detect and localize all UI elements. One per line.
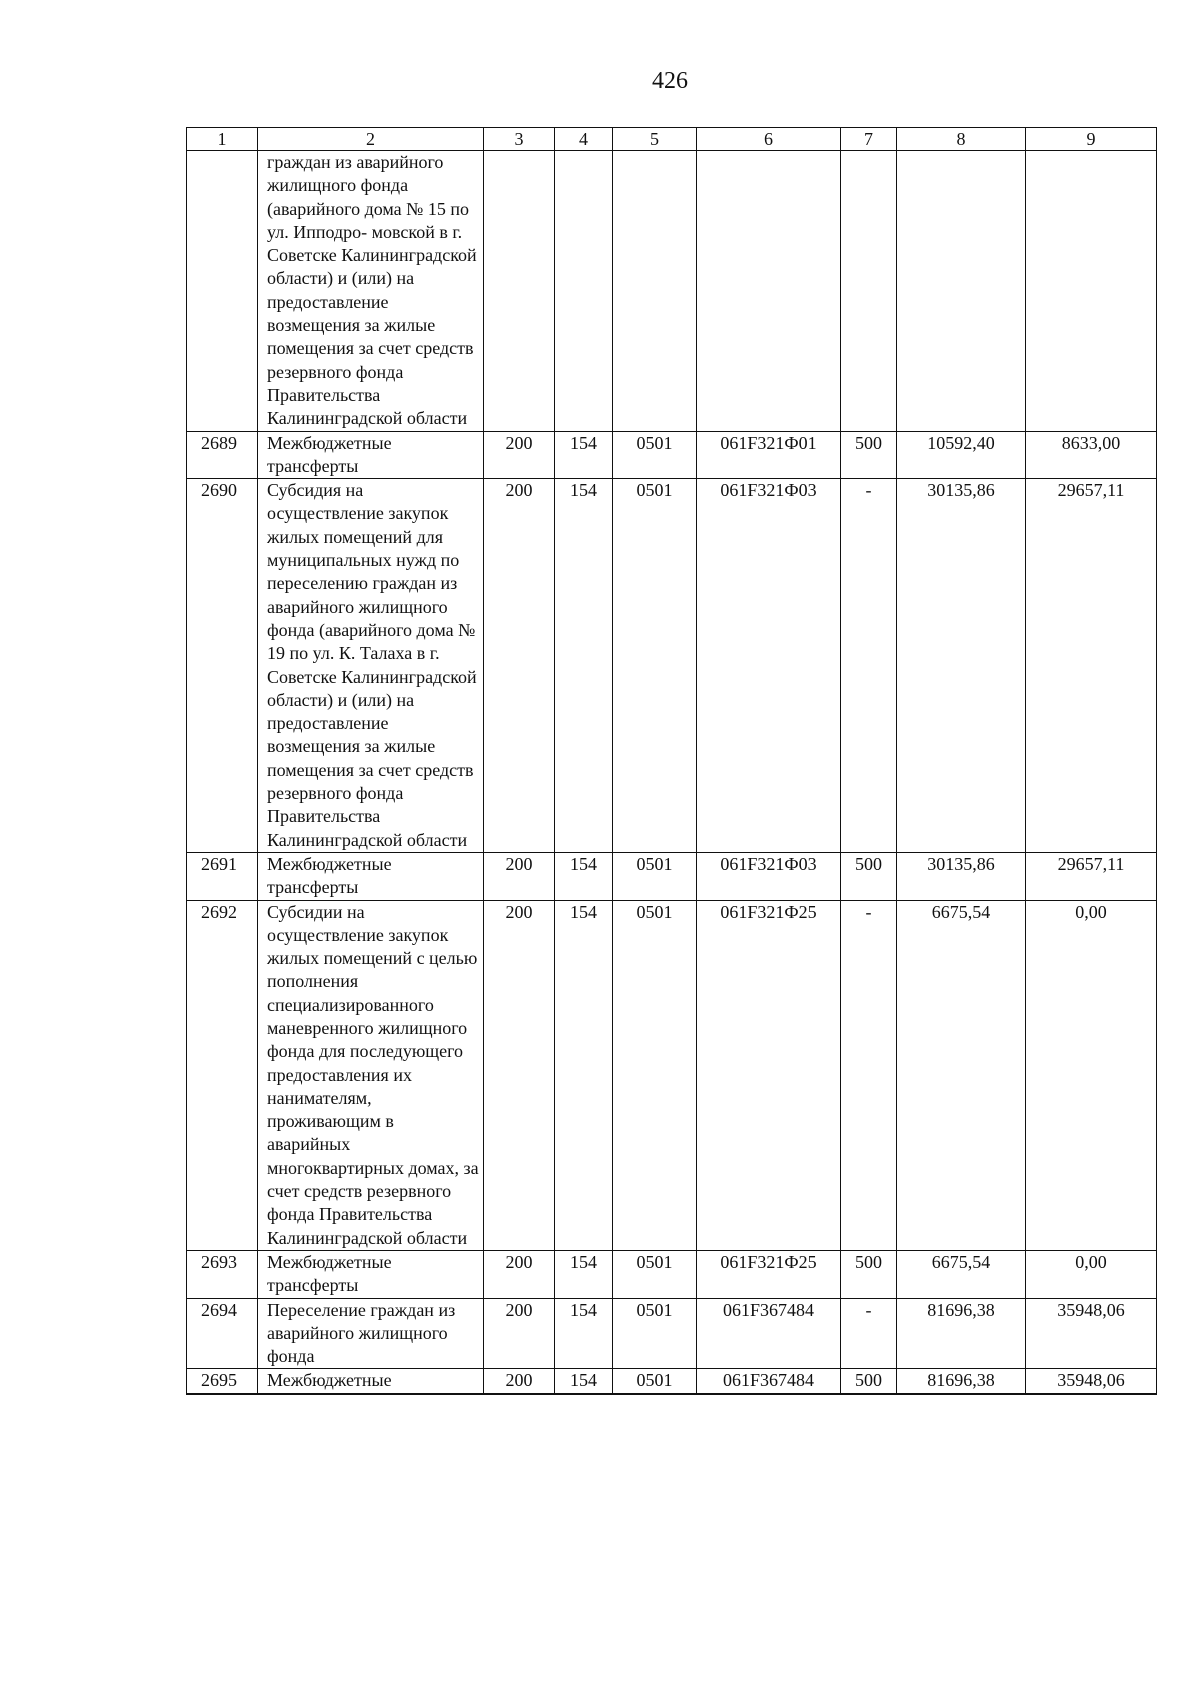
col-4-cell: 154 bbox=[555, 479, 613, 853]
col-4-cell: 154 bbox=[555, 1369, 613, 1394]
col-3-cell: 200 bbox=[484, 852, 555, 900]
table-header-row bbox=[187, 128, 1157, 151]
col-4-cell: 154 bbox=[555, 1250, 613, 1298]
table-row bbox=[187, 900, 1157, 1250]
col-5-cell: 0501 bbox=[613, 1298, 697, 1369]
col-9-cell: 8633,00 bbox=[1026, 431, 1157, 479]
col-6-cell: 061F367484 bbox=[697, 1369, 841, 1394]
col-6-cell: 061F321Ф25 bbox=[697, 1250, 841, 1298]
col-8-header: 8 bbox=[897, 128, 1026, 151]
row-number-cell: 2689 bbox=[187, 431, 258, 479]
col-8-cell: 30135,86 bbox=[897, 852, 1026, 900]
col-5-cell: 0501 bbox=[613, 852, 697, 900]
col-6-cell: 061F321Ф25 bbox=[697, 900, 841, 1250]
col-5-cell: 0501 bbox=[613, 1369, 697, 1394]
page-number: 426 bbox=[652, 68, 688, 94]
table-row bbox=[187, 151, 1157, 432]
col-6-cell: 061F367484 bbox=[697, 1298, 841, 1369]
col-4-cell: 154 bbox=[555, 1298, 613, 1369]
table-row bbox=[187, 1250, 1157, 1298]
col-7-header: 7 bbox=[841, 128, 897, 151]
col-7-cell: 500 bbox=[841, 852, 897, 900]
col-5-cell: 0501 bbox=[613, 479, 697, 853]
col-3-cell: 200 bbox=[484, 479, 555, 853]
description-cell: Межбюджетные bbox=[258, 1369, 484, 1394]
col-7-cell: - bbox=[841, 1298, 897, 1369]
col-8-cell bbox=[897, 151, 1026, 432]
col-3-cell: 200 bbox=[484, 900, 555, 1250]
col-5-cell: 0501 bbox=[613, 1250, 697, 1298]
col-3-cell: 200 bbox=[484, 431, 555, 479]
col-8-cell: 81696,38 bbox=[897, 1369, 1026, 1394]
budget-table bbox=[186, 127, 1157, 1395]
col-2-header: 2 bbox=[258, 128, 484, 151]
col-8-cell: 6675,54 bbox=[897, 900, 1026, 1250]
col-9-header: 9 bbox=[1026, 128, 1157, 151]
col-4-cell: 154 bbox=[555, 852, 613, 900]
col-7-cell: 500 bbox=[841, 1250, 897, 1298]
description-cell: Переселение граждан из аварийного жилищного фонда bbox=[258, 1298, 484, 1369]
col-7-cell bbox=[841, 151, 897, 432]
description-cell: Межбюджетные трансферты bbox=[258, 1250, 484, 1298]
col-1-header: 1 bbox=[187, 128, 258, 151]
table-row bbox=[187, 431, 1157, 479]
col-3-header: 3 bbox=[484, 128, 555, 151]
description-cell: Субсидии на осуществление закупок жилых помещений с целью пополнения специализированного маневренного жилищного фонда для последующего предоставления их нанимателям, проживающим в аварийных многоквартирных домах, за счет средств резервного фонда Правительства Калининградской области bbox=[258, 900, 484, 1250]
col-3-cell: 200 bbox=[484, 1369, 555, 1394]
table-row bbox=[187, 479, 1157, 853]
col-3-cell: 200 bbox=[484, 1250, 555, 1298]
table-row bbox=[187, 1369, 1157, 1394]
col-6-header: 6 bbox=[697, 128, 841, 151]
row-number-cell: 2693 bbox=[187, 1250, 258, 1298]
col-8-cell: 10592,40 bbox=[897, 431, 1026, 479]
col-9-cell: 0,00 bbox=[1026, 1250, 1157, 1298]
col-8-cell: 81696,38 bbox=[897, 1298, 1026, 1369]
row-number-cell: 2691 bbox=[187, 852, 258, 900]
col-8-cell: 30135,86 bbox=[897, 479, 1026, 853]
col-9-cell: 29657,11 bbox=[1026, 479, 1157, 853]
col-8-cell: 6675,54 bbox=[897, 1250, 1026, 1298]
col-5-cell bbox=[613, 151, 697, 432]
description-cell: Межбюджетные трансферты bbox=[258, 852, 484, 900]
col-4-cell: 154 bbox=[555, 431, 613, 479]
col-5-header: 5 bbox=[613, 128, 697, 151]
row-number-cell: 2692 bbox=[187, 900, 258, 1250]
col-9-cell: 35948,06 bbox=[1026, 1298, 1157, 1369]
col-9-cell: 0,00 bbox=[1026, 900, 1157, 1250]
col-4-cell bbox=[555, 151, 613, 432]
col-3-cell: 200 bbox=[484, 1298, 555, 1369]
col-7-cell: 500 bbox=[841, 1369, 897, 1394]
col-3-cell bbox=[484, 151, 555, 432]
row-number-cell bbox=[187, 151, 258, 432]
row-number-cell: 2695 bbox=[187, 1369, 258, 1394]
row-number-cell: 2690 bbox=[187, 479, 258, 853]
col-6-cell: 061F321Ф01 bbox=[697, 431, 841, 479]
col-7-cell: - bbox=[841, 479, 897, 853]
col-9-cell bbox=[1026, 151, 1157, 432]
col-9-cell: 35948,06 bbox=[1026, 1369, 1157, 1394]
col-7-cell: - bbox=[841, 900, 897, 1250]
col-5-cell: 0501 bbox=[613, 431, 697, 479]
col-5-cell: 0501 bbox=[613, 900, 697, 1250]
description-cell: граждан из аварийного жилищного фонда (аварийного дома № 15 по ул. Ипподро- мовской в г. Советске Калининградской области) и (или) на предоставление возмещения за жилые помещения за счет средств резервного фонда Правительства Калининградской области bbox=[258, 151, 484, 432]
col-4-header: 4 bbox=[555, 128, 613, 151]
col-4-cell: 154 bbox=[555, 900, 613, 1250]
col-6-cell: 061F321Ф03 bbox=[697, 852, 841, 900]
description-cell: Субсидия на осуществление закупок жилых помещений для муниципальных нужд по переселению граждан из аварийного жилищного фонда (аварийного дома № 19 по ул. К. Талаха в г. Советске Калининградской области) и (или) на предоставление возмещения за жилые помещения за счет средств резервного фонда Правительства Калининградской области bbox=[258, 479, 484, 853]
col-7-cell: 500 bbox=[841, 431, 897, 479]
col-6-cell bbox=[697, 151, 841, 432]
row-number-cell: 2694 bbox=[187, 1298, 258, 1369]
table-row bbox=[187, 1298, 1157, 1369]
description-cell: Межбюджетные трансферты bbox=[258, 431, 484, 479]
col-9-cell: 29657,11 bbox=[1026, 852, 1157, 900]
col-6-cell: 061F321Ф03 bbox=[697, 479, 841, 853]
table-row bbox=[187, 852, 1157, 900]
